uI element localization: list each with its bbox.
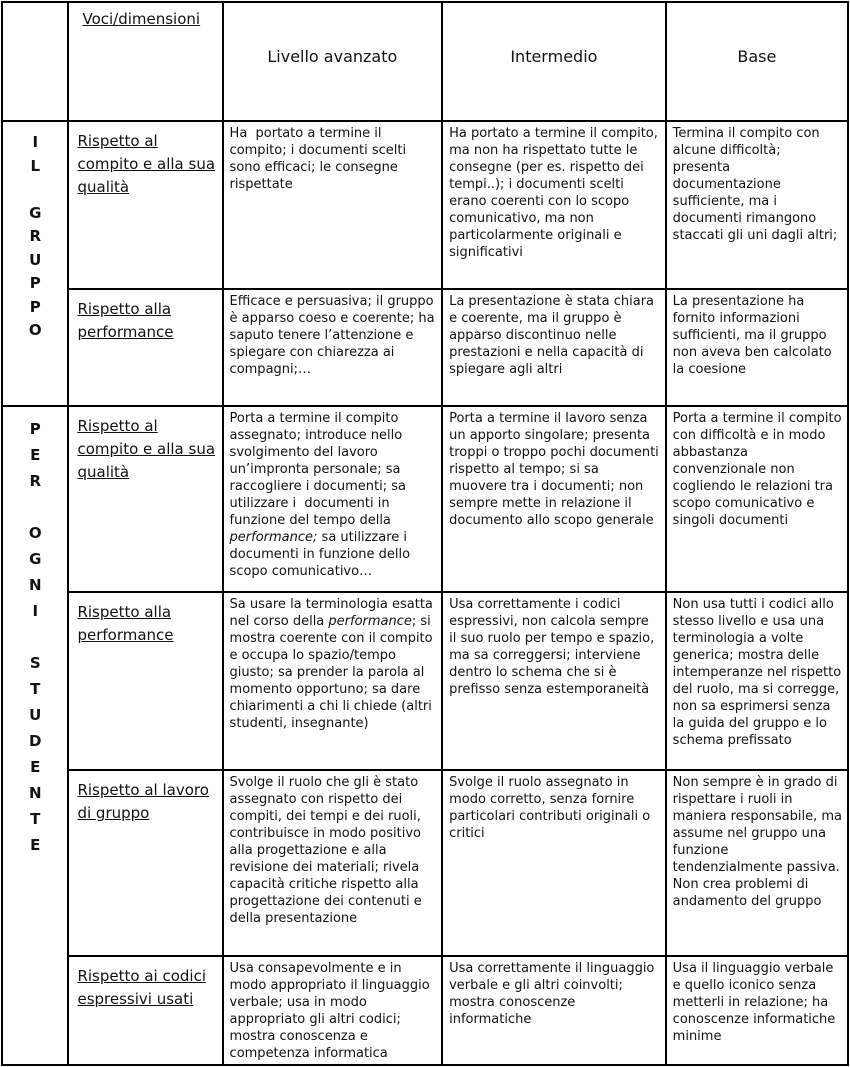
advanced-cell: Svolge il ruolo che gli è stato assegnato con rispetto dei compiti, dei tempi e dei ruoli, contribuisce in modo positivo alla progettazione e alla revisione dei materiali; rivela capacità critiche rispetto alla progettazione dei contenuti e della presentazione [223,770,443,956]
advanced-cell: Ha portato a termine il compito; i documenti scelti sono efficaci; le consegne rispettate [223,121,443,289]
header-level-advanced-cell [223,2,443,121]
intermediate-cell: La presentazione è stata chiara e coerente, ma il gruppo è apparso discontinuo nelle prestazioni e nella capacità di spiegare agli altri [442,289,666,406]
base-cell: Usa il linguaggio verbale e quello iconico senza metterli in relazione; ha conoscenze informatiche minime [666,956,848,1065]
header-row [2,2,848,121]
advanced-cell: Efficace e persuasiva; il gruppo è apparso coeso e coerente; ha saputo tenere l’attenzione e spiegare con chiarezza ai compagni;… [223,289,443,406]
italic-performance-text: performance; [229,530,318,545]
intermediate-cell: Ha portato a termine il compito, ma non ha rispettato tutte le consegne (per es. rispetto dei tempi..); i documenti scelti erano coerenti con lo scopo comunicativo, ma non particolarmente originali e significativi [442,121,666,289]
table-row [2,406,848,592]
advanced-cell: Usa consapevolmente e in modo appropriato il linguaggio verbale; usa in modo appropriato gli altri codici; mostra conoscenza e competenza informatica [223,956,443,1065]
advanced-cell: Sa usare la terminologia esatta nel corso della performance; si mostra coerente con il compito e occupa lo spazio/tempo giusto; sa prender la parola al momento opportuno; sa dare chiarimenti a chi li chiede (altri studenti, insegnante) [223,592,443,770]
section-label-il-gruppo [2,121,68,406]
row-label-cell: Rispetto alla performance [68,592,222,770]
row-label-cell: Rispetto al lavoro di gruppo [68,770,222,956]
evaluation-rubric-table [1,1,849,1066]
intermediate-cell: Porta a termine il lavoro senza un apporto singolare; presenta troppi o troppo pochi documenti rispetto al tempo; si sa muovere tra i documenti; non sempre mette in relazione il documento allo scopo generale [442,406,666,592]
table-row [2,770,848,956]
table-row [2,956,848,1065]
table-row [2,592,848,770]
vertical-text-per-ogni-studente: P E R O G N I S T U D E N T E [28,420,42,854]
row-label-cell: Rispetto al compito e alla sua qualità [68,121,222,289]
italic-performance-text: performance [328,614,412,629]
row-label-cell: Rispetto al compito e alla sua qualità [68,406,222,592]
table-row [2,121,848,289]
section-label-per-ogni-studente [2,406,68,1065]
header-level-intermediate-cell [442,2,666,121]
base-cell: Non sempre è in grado di rispettare i ruoli in maniera responsabile, ma assume nel gruppo una funzione tendenzialmente passiva. Non crea problemi di andamento del gruppo [666,770,848,956]
intermediate-cell: Usa correttamente il linguaggio verbale e gli altri coinvolti; mostra conoscenze informatiche [442,956,666,1065]
base-cell: Porta a termine il compito con difficoltà e in modo abbastanza convenzionale non cogliendo le relazioni tra scopo comunicativo e singoli documenti [666,406,848,592]
header-level-base-label: Base [737,47,777,66]
base-cell: Non usa tutti i codici allo stesso livello e usa una terminologia a volte generica; mostra delle intemperanze nel rispetto del ruolo, ma si corregge, non sa esprimersi senza la guida del gruppo e lo schema prefissato [666,592,848,770]
header-level-base-cell [666,2,848,121]
vertical-text-il-gruppo: I L G R U P P O [28,133,42,339]
header-level-intermediate-label: Intermedio [510,47,598,66]
header-corner-empty-cell [2,2,68,121]
row-label-cell: Rispetto alla performance [68,289,222,406]
intermediate-cell: Usa correttamente i codici espressivi, non calcola sempre il suo ruolo per tempo e spazio, ma sa correggersi; interviene dentro lo schema che si è prefisso senza estemporaneità [442,592,666,770]
advanced-cell: Porta a termine il compito assegnato; introduce nello svolgimento del lavoro un’impronta personale; sa raccogliere i documenti; sa utilizzare i documenti in funzione del tempo della performance; sa utilizzare i documenti in funzione dello scopo comunicativo… [223,406,443,592]
base-cell: Termina il compito con alcune difficoltà; presenta documentazione sufficiente, ma i documenti rimangono staccati gli uni dagli altri; [666,121,848,289]
header-level-advanced-label: Livello avanzato [267,47,398,66]
intermediate-cell: Svolge il ruolo assegnato in modo corretto, senza fornire particolari contributi originali o critici [442,770,666,956]
base-cell: La presentazione ha fornito informazioni sufficienti, ma il gruppo non aveva ben calcolato la coesione [666,289,848,406]
header-dimensions-cell [68,2,222,121]
row-label-cell: Rispetto ai codici espressivi usati [68,956,222,1065]
table-row [2,289,848,406]
header-dimensions-label: Voci/dimensioni [82,10,201,28]
